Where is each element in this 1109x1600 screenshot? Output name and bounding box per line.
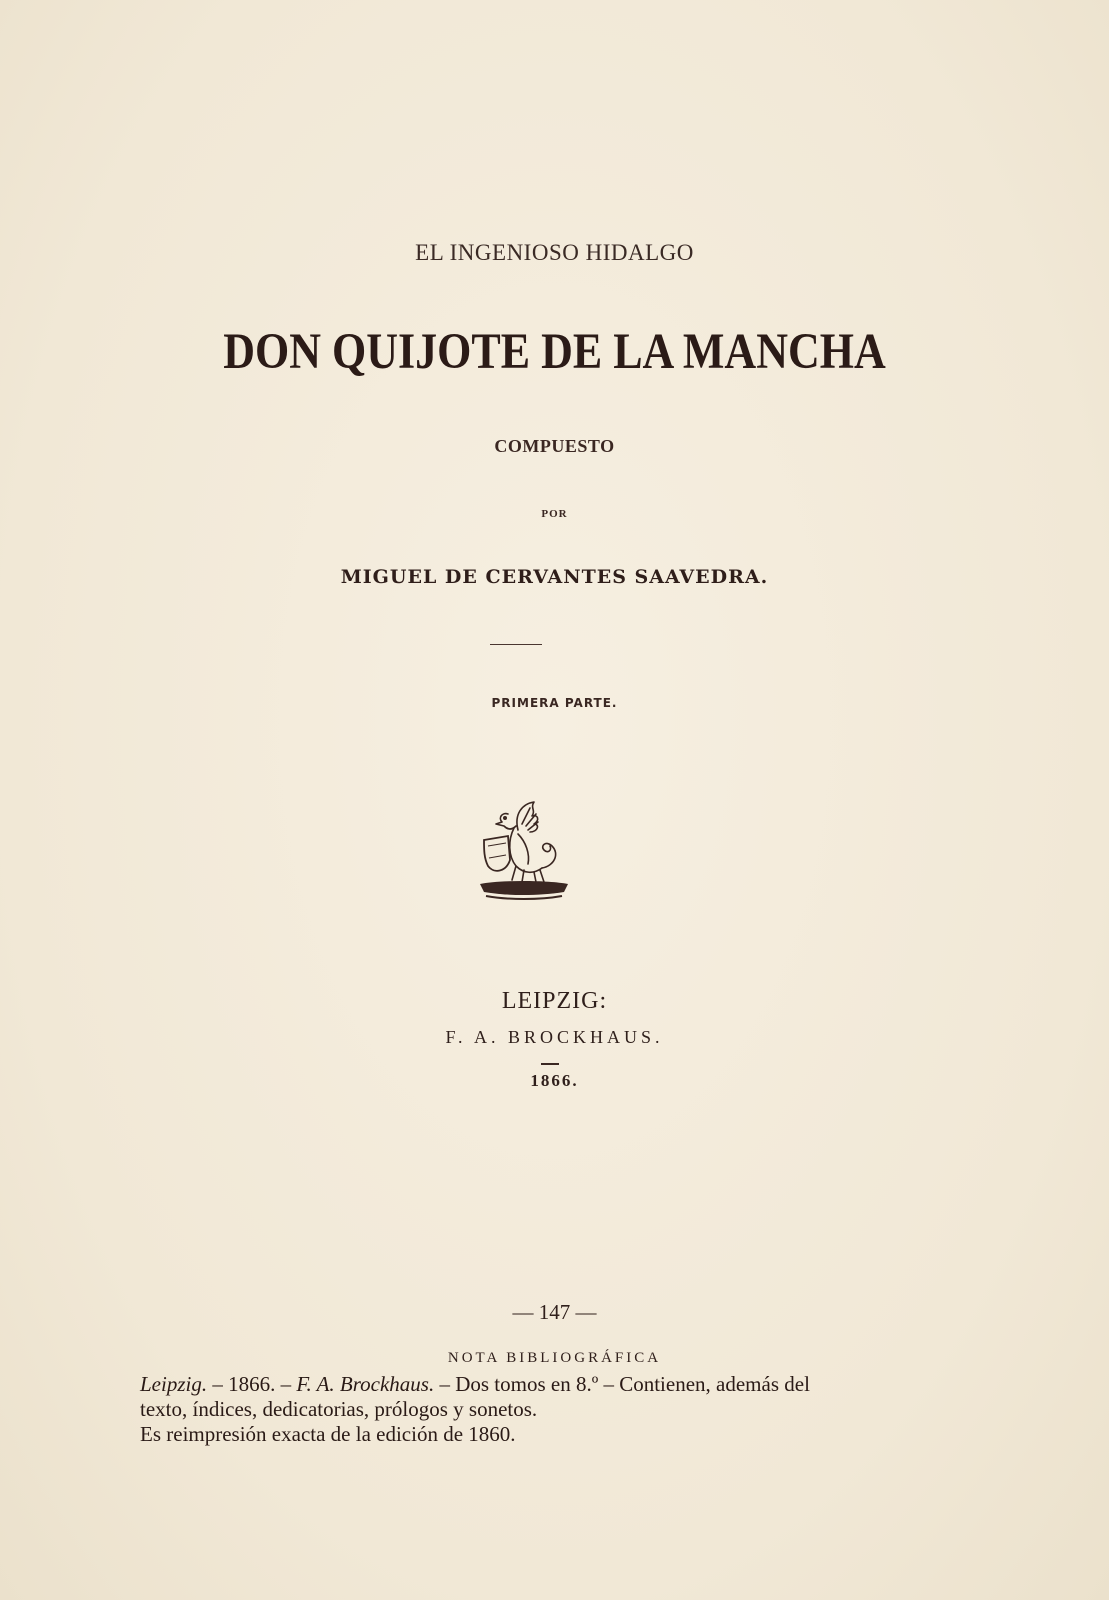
by-label: POR: [541, 508, 568, 520]
note-line-1: [140, 1372, 960, 1397]
author-name: MIGUEL DE CERVANTES SAAVEDRA.: [340, 566, 769, 588]
note-description: – Dos tomos en 8.º – Contienen, además del: [434, 1372, 810, 1396]
volume-part: PRIMERA PARTE.: [491, 696, 618, 710]
book-title: DON QUIJOTE DE LA MANCHA: [223, 323, 886, 380]
bibliographic-note-heading: NOTA BIBLIOGRÁFICA: [447, 1350, 662, 1366]
note-publisher: F. A. Brockhaus.: [296, 1372, 435, 1396]
bibliographic-note: [140, 1372, 960, 1447]
note-line-2: texto, índices, dedicatorias, prólogos y sonetos.: [140, 1397, 538, 1421]
page-number: — 147 —: [512, 1300, 597, 1324]
publisher-name: F. A. BROCKHAUS.: [445, 1027, 664, 1047]
short-rule: [541, 1063, 559, 1065]
composed-label: COMPUESTO: [494, 436, 615, 456]
publication-year: 1866.: [530, 1071, 579, 1090]
note-line-3: Es reimpresión exacta de la edición de 1860.: [140, 1422, 516, 1446]
book-subtitle: EL INGENIOSO HIDALGO: [415, 240, 694, 265]
note-separator: – 1866. –: [207, 1372, 297, 1396]
divider-rule: [490, 644, 542, 645]
griffin-printer-mark-icon: [478, 800, 570, 902]
note-place: Leipzig.: [140, 1372, 208, 1396]
publication-city: LEIPZIG:: [501, 988, 608, 1014]
